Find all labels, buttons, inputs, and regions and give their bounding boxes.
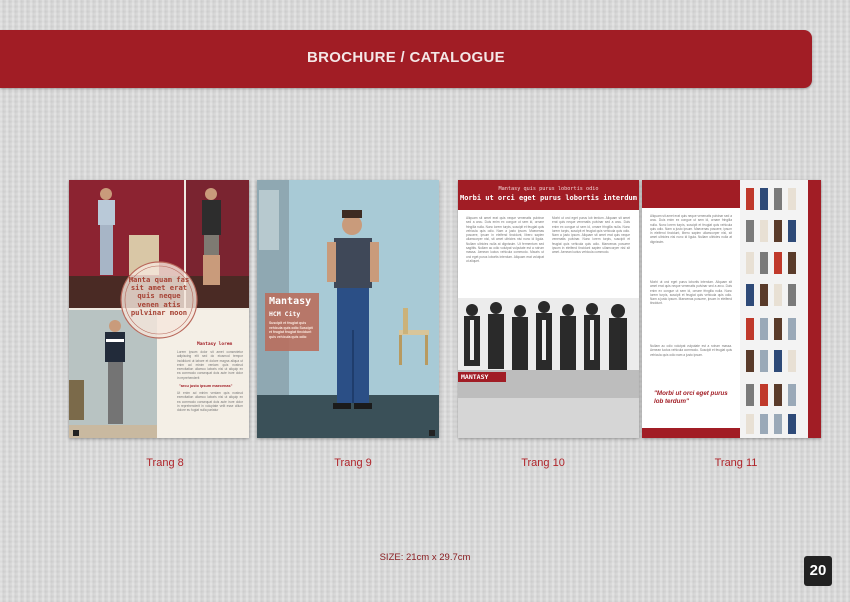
page-9-blurb: Suscipit et feugiat quis vehicula quis odio Suscipit et feugiat feugiat tincidunt quis vehicula quis odio [269, 321, 313, 339]
page-11-quote: "Morbi ut orci eget purus lob terdum" [654, 390, 728, 405]
catalogue-page-11 [642, 180, 821, 438]
page-9-photo [257, 180, 439, 438]
page-11-body-1: Aliquam sit amet erat quis neque venenatis pulvinar sed a arcu. Duis enim ex congue ut sem id, ornare fringilla nulla. Nunc lorem turpis, suscipit et feugiat quis vehicula quis odio. Nam a justo ipsum. Maecenas posuere, ipsum in eleifend tincidunt, libero sapien ullamcorper nisl, sit amet ultricies nisi nunc id ligula. Nullam ultricies nulla at dignissim. [650, 214, 732, 244]
page-10-body-right: Morbi ut orci eget purus lob terdum. Aliquam sit amet erat quis neque venenatis pulvinar sed a arcu. Duis enim ex congue ut sem id, ornare fringilla nulla. Nunc lorem turpis, suscipit et feugiat quis vehicula quis odio. Nam a justo ipsum. Aliquam sit amet erat quis neque venenatis pulvinar. Nunc lorem turpis, suscipit et feugiat quis vehicula quis odio. Maecenas posuere ipsum in eleifend tincidunt sapien ullamcorper nisl sit amet. Aenean luctus vehicula commodo. [552, 216, 630, 255]
caption-page-10: Trang 10 [521, 457, 565, 469]
page-10-brand-tag: MANTASY [461, 373, 489, 381]
page-8-heading: Mantasy lorem [197, 342, 233, 347]
page-number-badge: 20 [804, 556, 832, 586]
page-11-body-3: Nullam ac odio volutpat vulputate est a rutrum massa. Aenean luctus vehicula commodo. Suscipit et feugiat quis vehicula quis odio nam a justo ipsum. [650, 344, 732, 357]
page-10-headline: Morbi ut orci eget purus lobortis interdum [459, 194, 637, 202]
catalogue-page-9 [257, 180, 439, 438]
caption-page-9: Trang 9 [334, 457, 372, 469]
page-8-body-text: Lorem ipsum dolor sit amet consectetur adipiscing elit sed do eiusmod tempor incididunt ut labore et dolore magna aliqua ut enim ad minim veniam quis nostrud exercitation ullamco laboris nisi ut aliquip ex ea commodo consequat duis aute irure dolor in reprehenderit [177, 350, 243, 380]
page-8-body-text-2: Ut enim ad minim veniam quis nostrud exercitation ullamco laboris nisi ut aliquip ex ea commodo consequat duis aute irure dolor in reprehenderit in voluptate velit esse cillum dolore eu fugiat nulla pariatur [177, 391, 243, 413]
page-8-pull-quote: "arcu justo ipsum maecenas" [179, 384, 233, 388]
page-10-headline-small: Mantasy quis purus lobortis odio [498, 186, 599, 192]
page-10-body-left: Aliquam sit amet erat quis neque venenatis pulvinar sed a arcu. Duis enim ex congue ut sem id, ornare fringilla nulla. Nunc lorem turpis, suscipit et feugiat quis vehicula quis odio. Nam a justo ipsum. Maecenas posuere, ipsum in eleifend tincidunt, libero sapien ullamcorper nisl, sit amet ultricies nisi nunc id ligula. Nullam ultricies nulla at dignissim. Ut fermentum sed sagittis. Nullam ac odio volutpat vulputate est a rutrum massa. Aenean luctus vehicula commodo. Mauris ut orci eget purus lobortis interdum. Aliquam erat volutpat ut aliquet. [466, 216, 544, 263]
page-9-city: HCM City [269, 310, 301, 318]
size-note: SIZE: 21cm x 29.7cm [379, 552, 471, 563]
caption-page-8: Trang 8 [146, 457, 184, 469]
page-9-brand: Mantasy [269, 296, 312, 307]
header-banner [0, 30, 812, 88]
page-title: BROCHURE / CATALOGUE [307, 49, 505, 66]
catalogue-page-8 [69, 180, 249, 438]
page-8-quote: Manta quam fas sit amet erat quis neque venen atis pulvinar moon [128, 275, 190, 317]
caption-page-11: Trang 11 [714, 457, 758, 469]
catalogue-page-10 [458, 180, 639, 438]
page-11-body-2: Morbi ut orci eget purus lobortis interdum. Aliquam sit amet erat quis neque venenatis pulvinar sed a arcu. Duis enim ex congue ut sem id, ornare fringilla nulla. Nunc lorem turpis, suscipit et feugiat quis vehicula quis odio. Nam a justo ipsum. Maecenas posuere, ipsum in eleifend tincidunt. [650, 280, 732, 306]
